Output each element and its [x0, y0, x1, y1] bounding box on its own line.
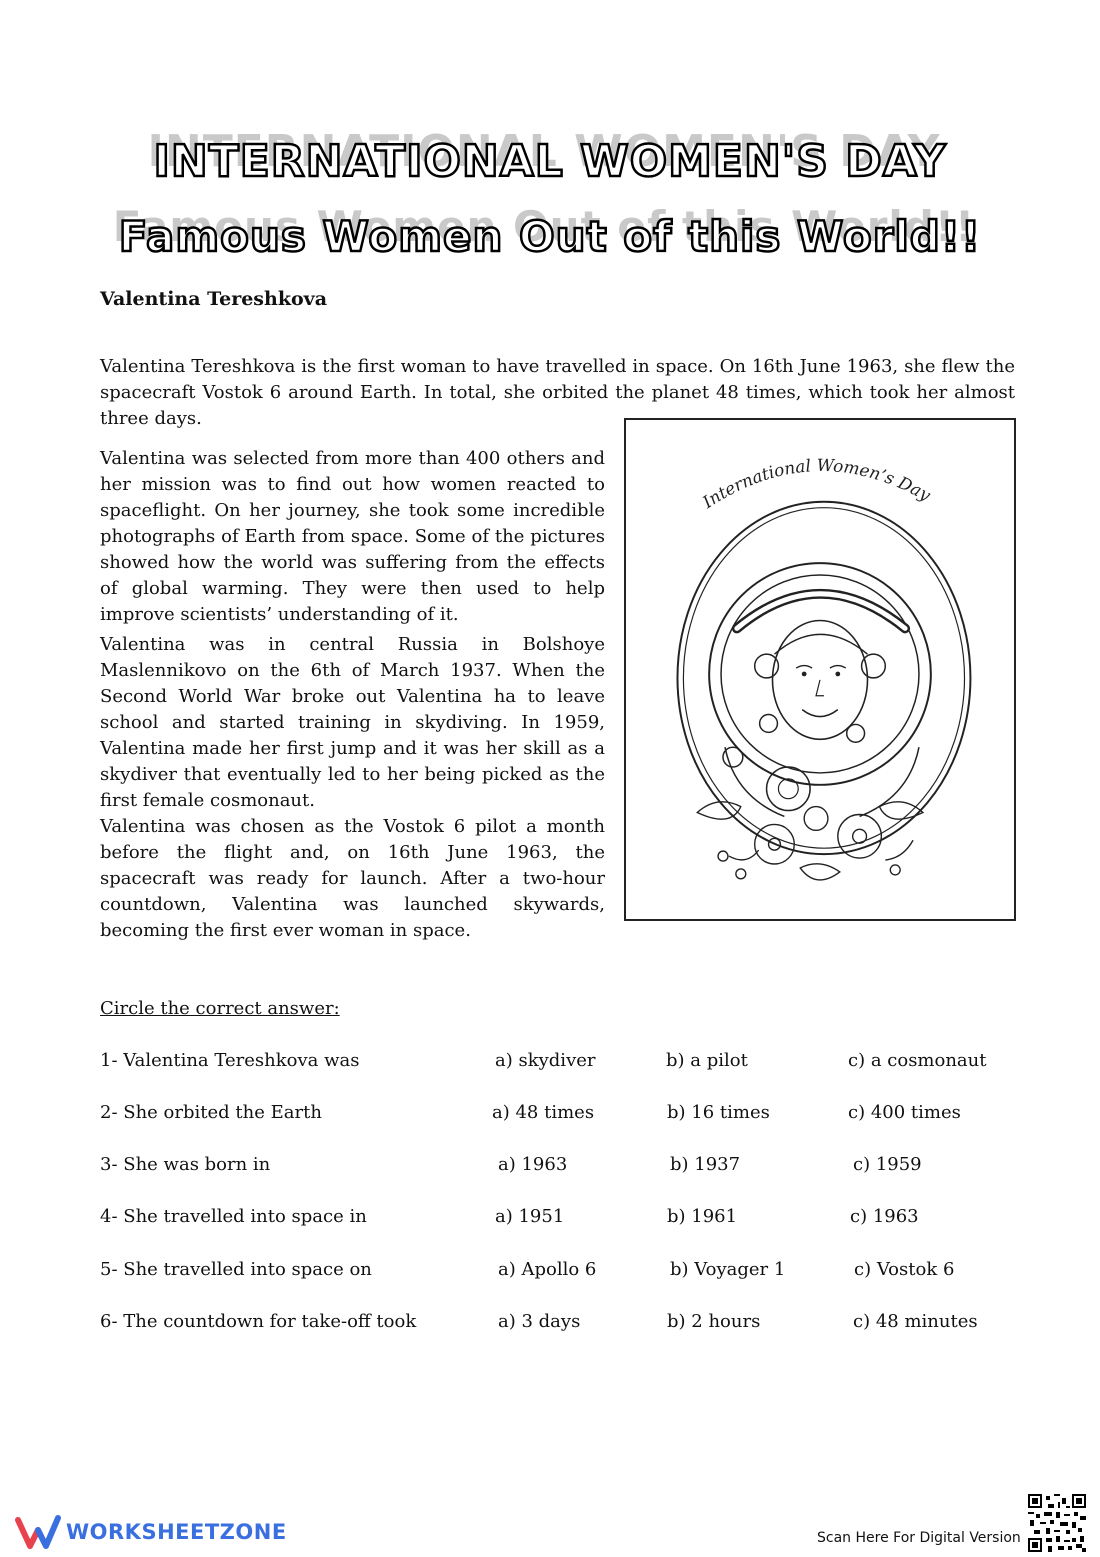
answer-option-c[interactable]: c) Vostok 6 [854, 1259, 955, 1280]
scan-caption: Scan Here For Digital Version [817, 1530, 1021, 1546]
cosmonaut-drawing [626, 420, 1014, 919]
quiz-question-4 [0, 1206, 1100, 1236]
quiz-question-1 [0, 1050, 1100, 1080]
answer-option-b[interactable]: b) a pilot [666, 1050, 748, 1071]
quiz-question-3 [0, 1154, 1100, 1184]
cosmonaut-illustration [624, 418, 1016, 921]
arc-caption: International Women’s Day [698, 454, 935, 513]
answer-option-c[interactable]: c) 400 times [848, 1102, 961, 1123]
answer-option-c[interactable]: c) 1963 [850, 1206, 919, 1227]
worksheetzone-logo-text: WORKSHEETZONE [66, 1520, 287, 1544]
article-paragraph-2: Valentina was selected from more than 400 others and her mission was to find out how women reacted to spaceflight. On her journey, she took some incredible photographs of Earth from space. Some of the pictures showed how the world was suffering from the effects of global warming. They were then used to help improve scientists’ understanding of it. [100, 448, 605, 625]
quiz-question-2 [0, 1102, 1100, 1132]
answer-option-b[interactable]: b) Voyager 1 [670, 1259, 786, 1280]
answer-option-a[interactable]: a) 48 times [492, 1102, 595, 1123]
article-paragraph-1: Valentina Tereshkova is the first woman to have travelled in space. On 16th June 1963, she flew the spacecraft Vostok 6 around Earth. In total, she orbited the planet 48 times, which took her almost three days. [100, 356, 1015, 429]
answer-option-a[interactable]: a) 1963 [498, 1154, 568, 1175]
question-text: 6- The countdown for take-off took [100, 1311, 417, 1332]
worksheetzone-logo-icon [14, 1512, 74, 1552]
answer-option-b[interactable]: b) 16 times [667, 1102, 770, 1123]
question-text: 2- She orbited the Earth [100, 1102, 322, 1123]
question-text: 1- Valentina Tereshkova was [100, 1050, 360, 1071]
question-text: 5- She travelled into space on [100, 1259, 372, 1280]
article-paragraph-3: Valentina was in central Russia in Bolshoye Maslennikovo on the 6th of March 1937. When the Second World War broke out Valentina ha to leave school and started training in skydiving. In 1959, Valentina made her first jump and it was her skill as a skydiver that eventually led to her being picked as the first female cosmonaut. [100, 634, 605, 811]
qr-code-icon[interactable] [1028, 1494, 1086, 1552]
question-text: 4- She travelled into space in [100, 1206, 367, 1227]
answer-option-a[interactable]: a) skydiver [495, 1050, 596, 1071]
answer-option-b[interactable]: b) 2 hours [667, 1311, 761, 1332]
article-heading: Valentina Tereshkova [100, 288, 328, 310]
answer-option-a[interactable]: a) 1951 [495, 1206, 565, 1227]
quiz-question-6 [0, 1311, 1100, 1341]
worksheet-subtitle: Famous Women Out of this World!! [118, 212, 982, 261]
answer-option-a[interactable]: a) Apollo 6 [498, 1259, 597, 1280]
quiz-instruction: Circle the correct answer: [100, 998, 340, 1019]
answer-option-c[interactable]: c) 1959 [853, 1154, 922, 1175]
answer-option-c[interactable]: c) a cosmonaut [848, 1050, 987, 1071]
answer-option-b[interactable]: b) 1961 [667, 1206, 738, 1227]
answer-option-b[interactable]: b) 1937 [670, 1154, 741, 1175]
answer-option-c[interactable]: c) 48 minutes [853, 1311, 978, 1332]
quiz-question-5 [0, 1259, 1100, 1289]
answer-option-a[interactable]: a) 3 days [498, 1311, 581, 1332]
article-paragraph-4: Valentina was chosen as the Vostok 6 pilot a month before the flight and, on 16th June 1963, the spacecraft was ready for launch. After a two-hour countdown, Valentina was launched skywards, becoming the first ever woman in space. [100, 816, 605, 941]
question-text: 3- She was born in [100, 1154, 271, 1175]
worksheet-title: INTERNATIONAL WOMEN'S DAY [153, 136, 947, 187]
